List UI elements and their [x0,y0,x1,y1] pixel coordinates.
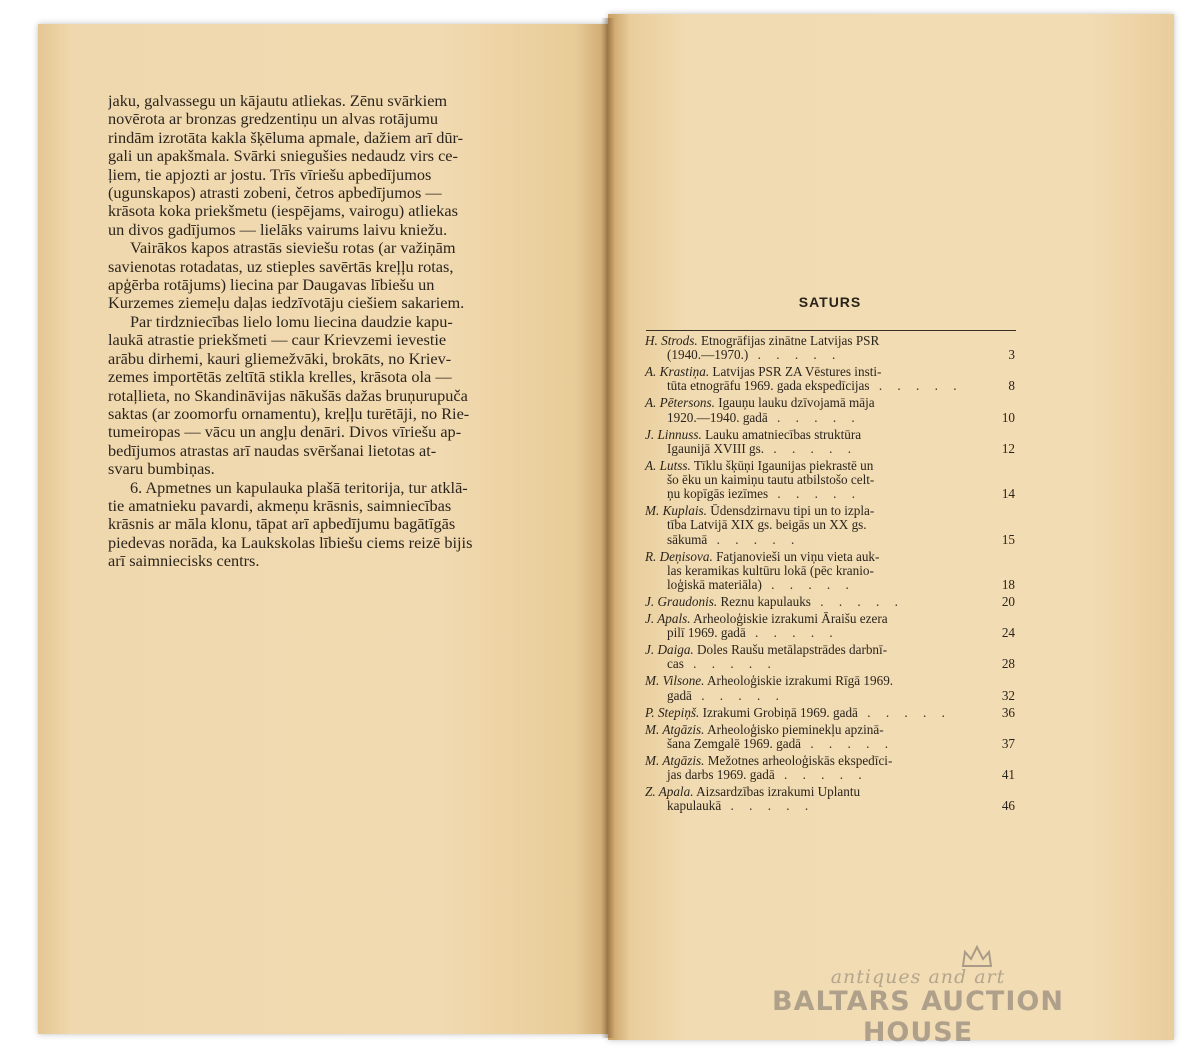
body-text-line: novērota ar bronzas gredzentiņu un alvas rotājumu [108,110,439,129]
toc-page-number: 37 [1001,735,1015,751]
toc-page-number: 24 [1001,625,1015,641]
watermark-name: BALTARS AUCTION HOUSE [772,986,1064,1048]
toc-page-number: 14 [1001,486,1015,502]
toc-title-text: Etnogrāfijas zinātne Latvijas PSR [700,333,880,348]
toc-author: M. Atgāzis. [645,721,705,737]
body-text-line: gali un apakšmala. Svārki sniegušies nedaudz virs ce- [108,147,458,166]
watermark-tagline: antiques and art [830,966,1006,988]
toc-page-number: 12 [1001,440,1015,456]
toc-leader-dots: . . . . . [768,486,862,502]
toc-leader-dots: . . . . . [745,625,839,641]
toc-title-text: cas [667,656,684,672]
toc-title-text: gadā [667,687,692,703]
toc-leader-dots: . . . . . [767,409,861,425]
toc-divider [646,330,1016,331]
body-text-line: jaku, galvassegu un kājautu atliekas. Zēnu svārkiem [108,92,448,110]
toc-title-text: Arheoloģiskie izrakumi Āraišu ezera [693,611,888,627]
toc-author: J. Linnuss. [645,426,702,442]
toc-entry [645,396,1017,424]
toc-page-number: 20 [1001,594,1015,610]
toc-entry [645,674,1017,702]
toc-leader-dots: . . . . . [810,594,904,610]
toc-title-text: Arheoloģisko pieminekļu apzinā- [707,721,884,737]
toc-page-number: 36 [1001,704,1015,720]
body-text-line: savienotas rotadatas, uz stieples savērtās kreļļu rotas, [108,257,454,276]
toc-author: J. Graudonis. [645,594,718,610]
toc-page-number: 46 [1001,798,1015,814]
toc-leader-dots: . . . . . [857,704,951,720]
table-of-contents [645,334,1017,816]
toc-entry [645,785,1017,813]
toc-page-number: 3 [1008,347,1015,363]
body-text-line: bedījumos atrastas arī naudas svēršanai lietotas at- [108,441,437,460]
toc-title-text: tība Latvijā XIX gs. beigās un XX gs. [667,517,867,533]
toc-leader-dots: . . . . . [801,735,894,751]
toc-title-text: Ūdensdzirnavu tipi un to izpla- [710,503,875,519]
toc-entry [645,428,1017,456]
toc-page-number: 28 [1001,656,1015,672]
body-text-line: rindām izrotāta kakla šķēluma apmale, dažiem arī dūr- [108,128,463,147]
toc-leader-dots: . . . . . [869,378,963,394]
toc-title-text: sākumā [667,531,708,547]
toc-title-text: šo ēku un kaimiņu tautu atbilstošo celt- [667,472,875,488]
toc-entry [645,723,1017,751]
body-text-line: zemes importētās zeltītā stikla krelles, krāsota ola — [108,368,452,387]
toc-entry [645,550,1017,593]
toc-title-text: Arheoloģiskie izrakumi Rīgā 1969. [707,673,894,689]
body-text-line: arī saimniecisks centrs. [108,552,260,571]
toc-title-text: 1920.—1940. gadā [667,409,768,425]
toc-leader-dots: . . . . . [707,531,801,547]
toc-title-text: Fatjanovieši un viņu vieta auk- [716,548,880,564]
toc-title-text: Tīklu šķūņi Igaunijas piekrastē un [693,457,874,473]
toc-entry [645,365,1017,393]
toc-title-text: loģiskā materiāla) [667,577,762,593]
toc-author: A. Lutss. [645,457,691,473]
body-text-line: apģērba rotājums) liecina par Daugavas lībiešu un [108,276,435,295]
toc-title-text: las keramikas kultūru lokā (pēc kranio- [667,562,874,578]
toc-title-text: kapulaukā [667,798,722,814]
toc-leader-dots: . . . . . [683,656,777,672]
toc-leader-dots: . . . . . [764,440,858,456]
toc-entry [645,504,1017,547]
body-text-line: ļiem, tie apjozti ar jostu. Trīs vīriešu apbedījumos [108,165,432,184]
toc-title-text: Aizsardzības izrakumi Uplantu [696,784,861,800]
toc-page-number: 8 [1008,378,1015,394]
toc-author: M. Atgāzis. [645,752,705,768]
toc-title-text: Mežotnes arheoloģiskās ekspedīci- [707,752,893,768]
toc-title-text: jas darbs 1969. gadā [667,767,775,783]
toc-author: Z. Apala. [645,784,694,800]
toc-leader-dots: . . . . . [748,347,842,363]
toc-entry [645,643,1017,671]
toc-leader-dots: . . . . . [721,798,815,814]
toc-entry [645,612,1017,640]
body-text-line: laukā atrastie priekšmeti — caur Krievzemi ievestie [108,331,447,350]
toc-title: SATURS [798,294,862,310]
body-text-line: krāsnis ar māla klonu, tāpat arī apbedījumu bagātīgās [108,515,456,534]
toc-page-number: 18 [1001,577,1015,593]
toc-leader-dots: . . . . . [761,577,855,593]
toc-page-number: 15 [1001,531,1015,547]
toc-title-text: Lauku amatniecības struktūra [705,426,862,442]
body-text-line: piedevas norāda, ka Laukskolas lībiešu ciems reizē bijis [108,533,473,552]
body-text-line: arābu dirhemi, kauri gliemežvāki, brokāts, no Kriev- [108,349,452,368]
toc-title-text: šana Zemgalē 1969. gadā [667,735,802,751]
left-page-body-text [108,92,606,571]
toc-leader-dots: . . . . . [774,767,868,783]
toc-author: J. Daiga. [645,642,694,658]
body-text-line: tumeiropas — vācu un angļu denāri. Divos vīriešu ap- [108,423,462,442]
toc-title-text: Doles Raušu metālapstrādes darbnī- [697,642,888,658]
body-text-line: svaru bumbiņas. [108,460,215,479]
toc-title-text: Latvijas PSR ZA Vēstures insti- [712,364,882,380]
body-text-line: rotaļlieta, no Skandināvijas nākušās dažas bruņurupuča [108,386,468,405]
toc-title-text: ņu kopīgās iezīmes [667,486,769,502]
toc-title-text: Reznu kapulauks [720,594,811,610]
toc-author: A. Krastiņa. [645,364,710,380]
toc-author: A. Pētersons. [645,395,715,411]
toc-author: M. Kuplais. [645,503,707,519]
toc-title-text: pilī 1969. gadā [667,625,746,641]
toc-author: J. Apals. [645,611,691,627]
toc-author: M. Vilsone. [645,673,705,689]
toc-entry [645,706,1017,720]
crown-icon [960,944,994,970]
toc-title-text: (1940.—1970.) [667,347,749,363]
body-text-line: krāsota koka priekšmetu (iespējams, vairogu) atliekas [108,202,458,221]
body-text-line: Par tirdzniecības lielo lomu liecina daudzie kapu- [130,312,453,331]
body-text-line: (ugunskapos) atrasti zobeni, četros apbedījumos — [108,184,442,203]
body-text-line: Vairākos kapos atrastās sieviešu rotas (ar važiņām [130,239,456,258]
body-text-line: Kurzemes ziemeļu daļas iedzīvotāju ciešiem sakariem. [108,294,465,313]
body-text-line: 6. Apmetnes un kapulauka plašā teritorija, tur atklā- [130,478,468,497]
body-text-line: tie amatnieku pavardi, akmeņu krāsnis, saimniecības [108,496,452,515]
body-text-line: un divos gadījumos — lielāks vairums laivu kniežu. [108,220,448,239]
toc-title-text: tūta etnogrāfu 1969. gada ekspedīcijas [667,378,870,394]
toc-page-number: 41 [1001,767,1015,783]
toc-author: H. Strods. [645,333,698,348]
body-text-line: saktas (ar zoomorfu ornamentu), kreļļu turētāji, no Rie- [108,404,470,423]
toc-leader-dots: . . . . . [691,687,785,703]
toc-entry [645,595,1017,609]
toc-title-text: Igaunijā XVIII gs. [667,440,765,456]
toc-title-text: Igauņu lauku dzīvojamā māja [718,395,875,411]
toc-title-text: Izrakumi Grobiņā 1969. gadā [702,704,858,720]
toc-page-number: 10 [1001,409,1015,425]
watermark [718,966,1118,1048]
toc-author: R. Deņisova. [645,548,713,564]
toc-author: P. Stepiņš. [645,704,700,720]
toc-entry [645,459,1017,502]
toc-entry [645,754,1017,782]
toc-page-number: 32 [1001,687,1015,703]
toc-entry [645,334,1017,362]
